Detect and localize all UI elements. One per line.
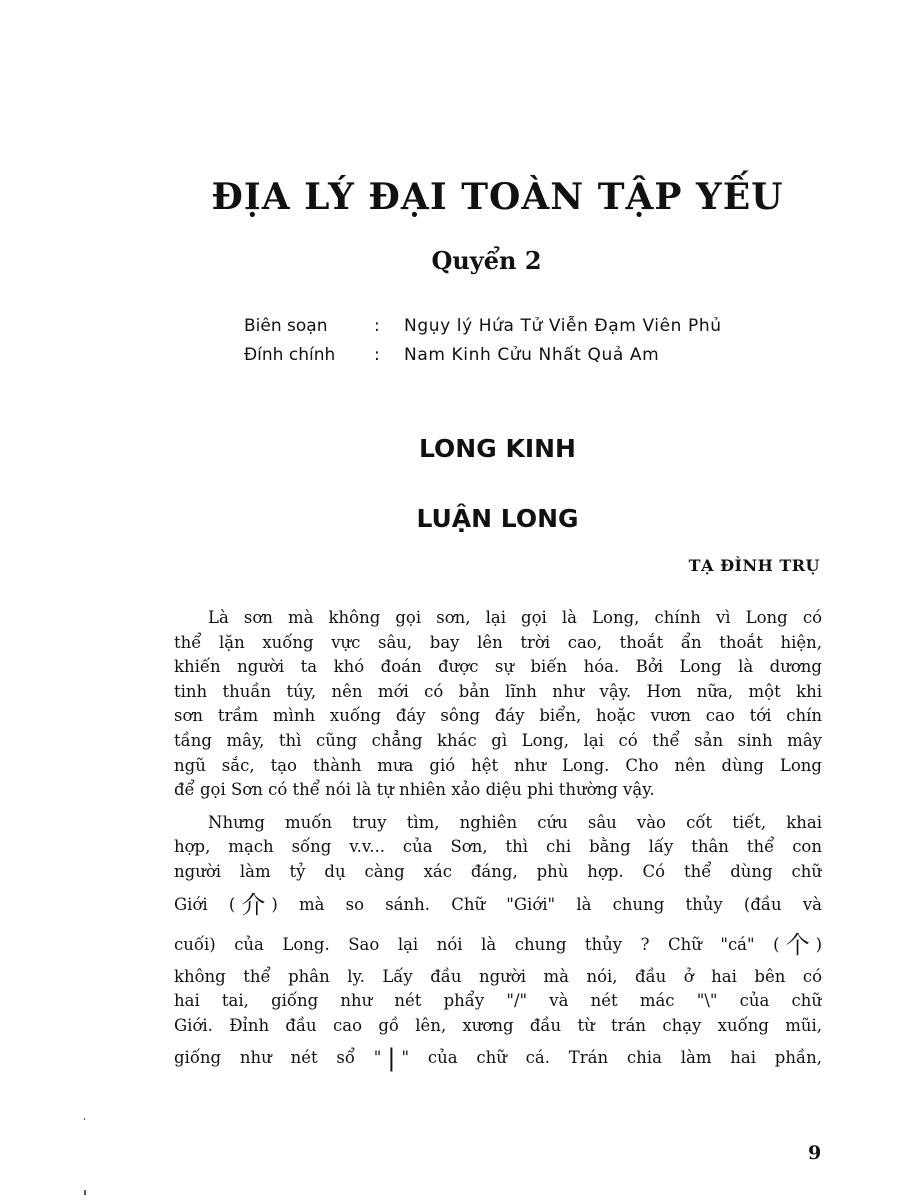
paragraph-1 (174, 606, 822, 803)
author-name: TẠ ĐÌNH TRỤ (688, 556, 820, 575)
credit-label: Đính chính (244, 345, 336, 365)
credit-colon: : (374, 316, 380, 336)
text-line: Nhưng muốn truy tìm, nghiên cứu sâu vào cốt tiết, khai (208, 812, 822, 832)
text-line (174, 885, 822, 925)
text-line: hai tai, giống như nét phẩy "/" và nét mác "\" của chữ (174, 991, 822, 1011)
text-line: để gọi Sơn có thể nói là tự nhiên xảo diệu phi thường vậy. (174, 780, 655, 800)
book-title: ĐỊA LÝ ĐẠI TOÀN TẬP YẾU (211, 176, 784, 218)
scan-speck (84, 1190, 86, 1195)
text-line: không thể phân ly. Lấy đầu người mà nói, đầu ở hai bên có (174, 966, 822, 986)
paragraph-2 (174, 811, 822, 1079)
text-segment: giống như nét sổ " (174, 1048, 382, 1068)
credit-value: Ngụy lý Hứa Tử Viễn Đạm Viên Phủ (404, 316, 722, 336)
credit-colon: : (374, 345, 380, 365)
text-line (174, 1038, 822, 1078)
text-line: người làm tỷ dụ càng xác đáng, phù hợp. Có thể dùng chữ (174, 861, 822, 881)
text-line: tinh thuần túy, nên mới có bản lĩnh như vậy. Hơn nữa, một khi (174, 681, 822, 701)
scan-speck (84, 1118, 85, 1120)
text-line: Là sơn mà không gọi sơn, lại gọi là Long, chính vì Long có (208, 608, 822, 627)
text-line (174, 925, 822, 965)
volume-label: Quyển 2 (431, 246, 542, 275)
text-line: ngũ sắc, tạo thành mưa gió hệt như Long. Cho nên dùng Long (174, 755, 822, 775)
credit-label: Biên soạn (244, 316, 328, 336)
credit-row-compiler (244, 312, 722, 341)
credit-value: Nam Kinh Cửu Nhất Quả Am (404, 345, 660, 365)
text-line: khiến người ta khó đoán được sự biến hóa. Bởi Long là dương (174, 657, 822, 677)
body-text (174, 606, 822, 1078)
chapter-title: LONG KINH (419, 434, 576, 463)
text-segment: ) mà so sánh. Chữ "Giới" là chung thủy (đầu và (271, 894, 822, 914)
text-segment: " của chữ cá. Trán chia làm hai phần, (401, 1048, 822, 1068)
vertical-stroke-glyph: | (387, 1044, 396, 1073)
subchapter-title: LUẬN LONG (416, 504, 579, 533)
credits-block (244, 312, 722, 370)
text-segment: cuối) của Long. Sao lại nói là chung thủy ? Chữ "cá" ( (174, 934, 780, 954)
text-line: hợp, mạch sống v.v... của Sơn, thì chi bằng lấy thân thể con (174, 837, 822, 857)
text-line: Giới. Đỉnh đầu cao gồ lên, xương đầu từ trán chạy xuống mũi, (174, 1015, 822, 1035)
credit-row-editor (244, 341, 722, 370)
chinese-character-ca: 个 (785, 930, 810, 959)
page-number: 9 (808, 1142, 822, 1164)
text-line: sơn trầm mình xuống đáy sông đáy biển, hoặc vươn cao tới chín (174, 706, 822, 726)
text-segment: Giới ( (174, 894, 236, 914)
text-line: tầng mây, thì cũng chẳng khác gì Long, lại có thể sản sinh mây (174, 730, 822, 750)
text-line: thể lặn xuống vực sâu, bay lên trời cao, thoắt ẩn thoắt hiện, (174, 632, 822, 652)
text-segment: ) (815, 934, 822, 954)
chinese-character-gioi: 介 (241, 890, 266, 919)
